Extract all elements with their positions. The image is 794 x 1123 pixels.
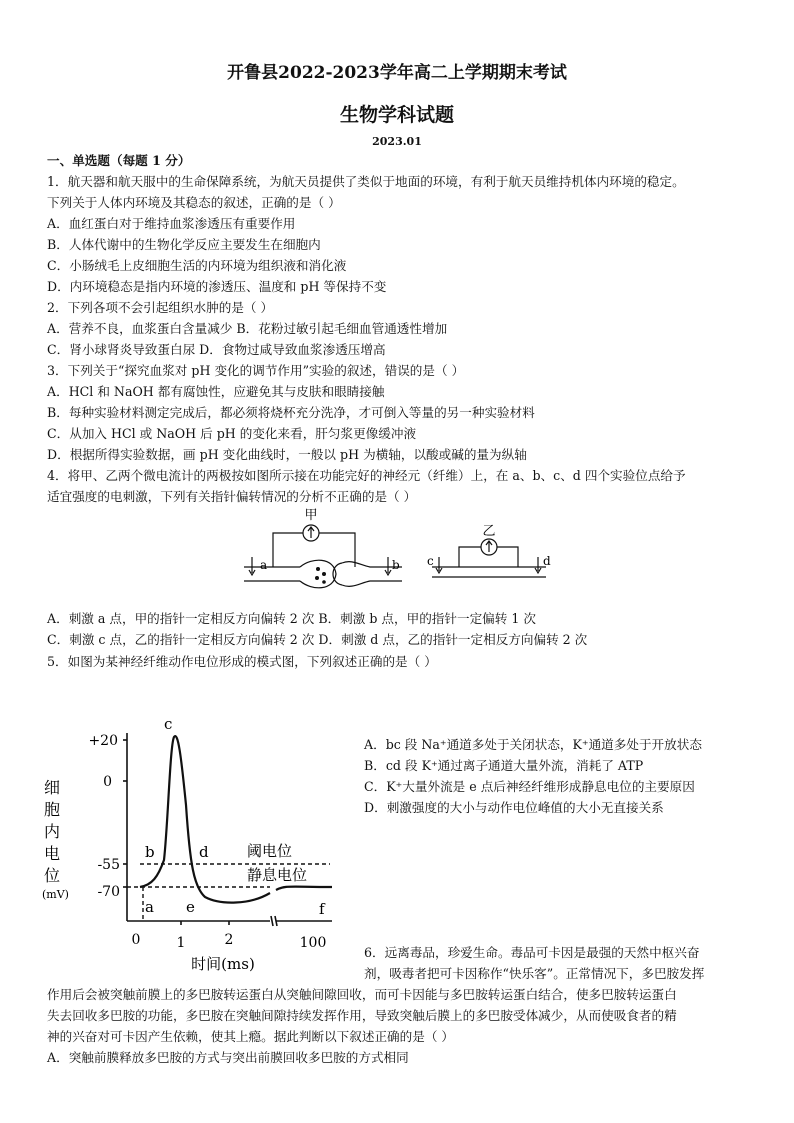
q4-options-cd: C．刺激 c 点，乙的指针一定相反方向偏转 2 次 D．刺激 d 点，乙的指针一定相反方向偏转 2 次	[47, 632, 588, 647]
y-unit: (mV)	[42, 888, 69, 901]
q1-option-b: B．人体代谢中的生物化学反应主要发生在细胞内	[47, 237, 321, 252]
q6-line3: 作用后会被突触前膜上的多巴胺转运蛋白从突触间隙回收，而可卡因能与多巴胺转运蛋白结合，使多巴胺转运蛋白	[47, 987, 677, 1002]
vesicle	[315, 576, 319, 580]
postsynaptic-membrane	[333, 563, 342, 585]
q2-options-cd: C．肾小球肾炎导致蛋白尿 D．食物过咸导致血浆渗透压增高	[47, 342, 386, 357]
point-b: b	[145, 843, 155, 861]
recovery-curve	[276, 887, 332, 890]
q1-option-a: A．血红蛋白对于维持血浆渗透压有重要作用	[47, 216, 296, 231]
threshold-label: 阈电位	[247, 842, 293, 860]
y-label-char: 电	[44, 844, 61, 863]
q3-option-a: A．HCl 和 NaOH 都有腐蚀性，应避免其与皮肤和眼睛接触	[47, 384, 385, 399]
q5-action-potential-graph	[40, 705, 360, 975]
x-tick: 2	[224, 932, 234, 948]
vesicle	[322, 580, 326, 584]
q5-option-c: C．K⁺大量外流是 e 点后神经纤维形成静息电位的主要原因	[364, 779, 695, 794]
x-tick: 100	[299, 935, 327, 951]
point-a: a	[145, 898, 154, 916]
q1-stem-line2: 下列关于人体内环境及其稳态的叙述，正确的是（ ）	[47, 195, 341, 210]
section-heading: 一、单选题（每题 1 分）	[47, 153, 191, 168]
y-tick: +20	[88, 733, 118, 749]
q4-neuron-figure	[0, 505, 794, 605]
q3-option-b: B．每种实验材料测定完成后，都必须将烧杯充分洗净，才可倒入等量的另一种实验材料	[47, 405, 535, 420]
q5-option-a: A．bc 段 Na⁺通道多处于关闭状态，K⁺通道多处于开放状态	[364, 737, 702, 752]
point-d: d	[199, 843, 209, 861]
q3-option-d: D．根据所得实验数据，画 pH 变化曲线时，一般以 pH 为横轴，以酸或碱的量为纵轴	[47, 447, 527, 462]
y-label-char: 位	[44, 866, 61, 885]
exam-date: 2023.01	[372, 135, 422, 148]
q6-line5: 神的兴奋对可卡因产生依赖，使其上瘾。据此判断以下叙述正确的是（ ）	[47, 1029, 455, 1044]
label-point-b: b	[392, 558, 400, 572]
vesicle	[322, 572, 326, 576]
point-e: e	[186, 898, 195, 916]
q4-stem-line1: 4．将甲、乙两个微电流计的两极按如图所示接在功能完好的神经元（纤维）上，在 a、b、c、d 四个实验位点给予	[47, 468, 686, 483]
point-f: f	[319, 900, 325, 918]
y-label-char: 细	[44, 778, 61, 797]
label-yi: 乙	[482, 524, 496, 539]
q6-line1: 6．远离毒品，珍爱生命。毒品可卡因是最强的天然中枢兴奋	[364, 945, 700, 960]
label-point-c: c	[427, 554, 434, 568]
label-point-d: d	[543, 554, 551, 568]
resting-label: 静息电位	[247, 866, 308, 884]
q5-option-d: D．刺激强度的大小与动作电位峰值的大小无直接关系	[364, 800, 664, 815]
q1-option-d: D．内环境稳态是指内环境的渗透压、温度和 pH 等保持不变	[47, 279, 387, 294]
postsynaptic-lower	[342, 581, 402, 586]
x-tick: 0	[131, 932, 141, 948]
q6-line2: 剂，吸毒者把可卡因称作“快乐客”。正常情况下，多巴胺发挥	[364, 966, 705, 981]
y-label-char: 内	[44, 822, 61, 841]
q1-option-c: C．小肠绒毛上皮细胞生活的内环境为组织液和消化液	[47, 258, 347, 273]
subject-title: 生物学科试题	[339, 104, 454, 126]
q6-line4: 失去回收多巴胺的功能，多巴胺在突触间隙持续发挥作用，导致突触后膜上的多巴胺受体减少，从而使吸食者的精	[47, 1008, 677, 1023]
label-jia: 甲	[304, 508, 318, 523]
q3-option-c: C．从加入 HCl 或 NaOH 后 pH 的变化来看，肝匀浆更像缓冲液	[47, 426, 417, 441]
q2-stem: 2．下列各项不会引起组织水肿的是（ ）	[47, 300, 274, 315]
label-point-a: a	[260, 558, 268, 572]
q2-options-ab: A．营养不良，血浆蛋白含量减少 B．花粉过敏引起毛细血管通透性增加	[47, 321, 448, 336]
exam-title: 开鲁县2022-2023学年高二上学期期末考试	[227, 63, 567, 83]
q4-stem-line2: 适宜强度的电刺激，下列有关指针偏转情况的分析不正确的是（ ）	[47, 489, 417, 504]
y-tick: -55	[97, 857, 120, 873]
q6-option-a: A．突触前膜释放多巴胺的方式与突出前膜回收多巴胺的方式相同	[47, 1050, 409, 1065]
x-axis-label: 时间(ms)	[191, 955, 255, 973]
presynaptic-knob	[300, 560, 336, 588]
vesicle	[316, 567, 320, 571]
point-c: c	[164, 715, 173, 733]
q1-stem-line1: 1．航天器和航天服中的生命保障系统，为航天员提供了类似于地面的环境，有利于航天员维持机体内环境的稳定。	[47, 174, 685, 189]
q5-option-b: B．cd 段 K⁺通过离子通道大量外流，消耗了 ATP	[364, 758, 644, 773]
q4-options-ab: A．刺激 a 点，甲的指针一定相反方向偏转 2 次 B．刺激 b 点，甲的指针一定偏转 1 次	[47, 611, 536, 626]
q5-stem: 5．如图为某神经纤维动作电位形成的模式图，下列叙述正确的是（ ）	[47, 654, 437, 669]
q3-stem: 3．下列关于“探究血浆对 pH 变化的调节作用”实验的叙述，错误的是（ ）	[47, 363, 465, 378]
y-tick: 0	[103, 774, 112, 790]
y-tick: -70	[97, 884, 120, 900]
y-label-char: 胞	[44, 800, 61, 819]
x-tick: 1	[176, 935, 186, 951]
